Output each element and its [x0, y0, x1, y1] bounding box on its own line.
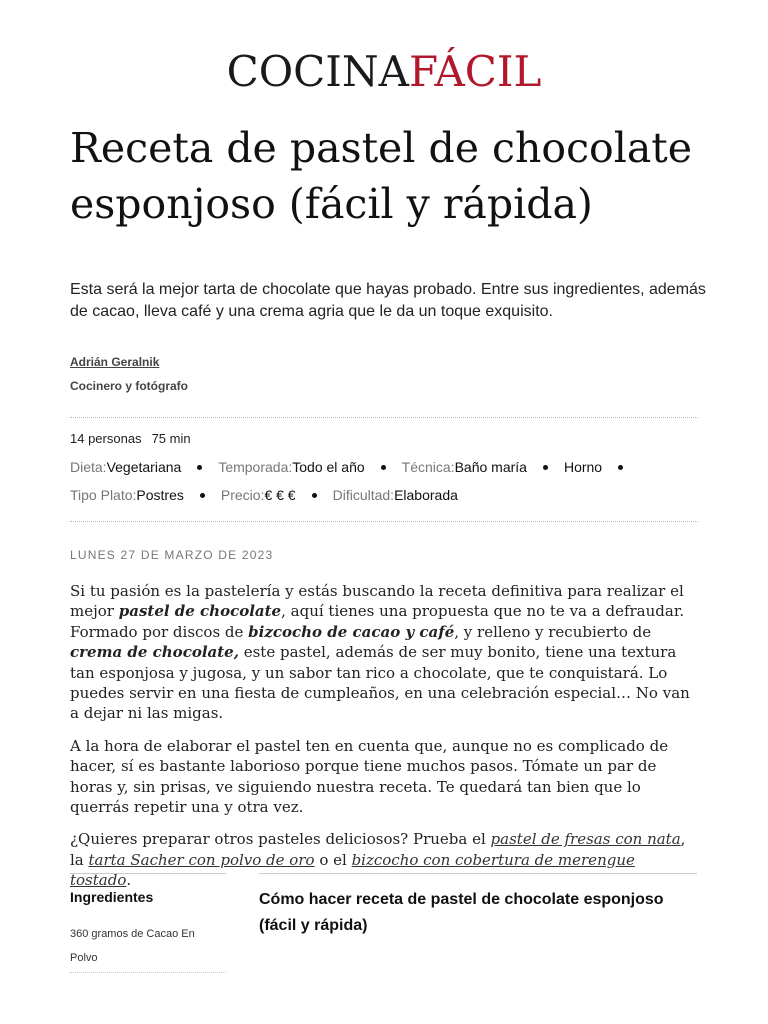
page-title: Receta de pastel de chocolate esponjoso (fácil y rápida) [70, 124, 693, 228]
tag-dieta[interactable] [70, 459, 181, 475]
recipe-meta [70, 431, 191, 446]
tag-value: Todo el año [292, 459, 365, 475]
divider [70, 417, 698, 418]
how-to-heading: Cómo hacer receta de pastel de chocolate esponjoso (fácil y rápida) [259, 891, 664, 934]
text: , la [70, 830, 686, 869]
tag-tipo-plato[interactable] [70, 487, 184, 503]
text: , y relleno y recubierto de [454, 622, 652, 641]
paragraph-1 [70, 581, 700, 724]
text: ¿Quieres preparar otros pasteles deliciosos? Prueba el [70, 830, 491, 849]
servings: 14 personas [70, 431, 142, 446]
paragraph-3 [70, 829, 700, 890]
tag-key: Técnica: [401, 459, 455, 475]
bullet [197, 465, 202, 470]
publish-date: LUNES 27 DE MARZO DE 2023 [70, 548, 274, 562]
ingredient-item: 360 gramos de Cacao En Polvo [70, 928, 195, 964]
paragraph-2: A la hora de elaborar el pastel ten en cuenta que, aunque no es complicado de hacer, sí es bastante laborioso porque tiene muchos pasos. Tómate un par de horas y, sin prisas, ve siguiendo nuestra receta. Te quedará tan bien que lo querrás repetir una y otra vez. [70, 736, 669, 817]
tag-key: Temporada: [218, 459, 293, 475]
tag-key: Precio: [220, 487, 265, 503]
bullet [381, 465, 386, 470]
text: este pastel, además de ser muy bonito, tiene una textura tan esponjosa y jugosa, y un sabor tan rico a chocolate, que te conquistará. Lo puedes servir en una fiesta de cumpleaños, en una celebración especial… No van a dejar ni las migas. [70, 643, 690, 723]
tag-key: Dificultad: [332, 487, 395, 503]
text: Si tu pasión es la pastelería y estás buscando la receta definitiva para realizar el mejor [70, 582, 684, 621]
bullet [618, 465, 623, 470]
divider [259, 873, 697, 874]
logo-part-facil: FÁCIL [408, 47, 542, 96]
tag-dificultad[interactable] [333, 487, 458, 503]
tag-tecnica[interactable] [402, 459, 527, 475]
ingredients-heading: Ingredientes [70, 889, 154, 905]
divider [70, 873, 226, 874]
tag-row-1 [70, 459, 639, 475]
tag-value: Postres [136, 487, 184, 503]
emphasis: crema de chocolate, [70, 643, 239, 662]
tag-value: Vegetariana [106, 459, 182, 475]
author-link[interactable]: Adrián Geralnik [70, 355, 160, 369]
tag-key: Tipo Plato: [70, 487, 137, 503]
tag-row-2 [70, 487, 458, 503]
link-pastel-fresas[interactable]: pastel de fresas con nata [490, 830, 681, 849]
article-body [70, 581, 700, 903]
tag-value: € € € [264, 487, 296, 503]
tag-precio[interactable] [221, 487, 296, 503]
bullet [200, 493, 205, 498]
site-logo[interactable] [0, 46, 768, 98]
emphasis: bizcocho de cacao y café [248, 622, 455, 641]
text: o el [314, 850, 352, 869]
tag-value: Horno [563, 459, 603, 475]
tag-key: Dieta: [70, 459, 107, 475]
link-bizcocho-merengue[interactable]: bizcocho con cobertura de merengue tostado [70, 850, 635, 890]
text: , aquí tienes una propuesta que no te va a defraudar. Formado por discos de [70, 602, 685, 641]
text: . [126, 871, 132, 890]
article-lead: Esta será la mejor tarta de chocolate que hayas probado. Entre sus ingredientes, además de cacao, lleva café y una crema agria que le da un toque exquisito. [70, 281, 706, 320]
divider [70, 521, 698, 522]
emphasis: pastel de chocolate [118, 602, 282, 621]
logo-part-cocina: COCINA [226, 47, 409, 96]
bullet [543, 465, 548, 470]
link-tarta-sacher[interactable]: tarta Sacher con polvo de oro [88, 850, 315, 869]
tag-value: Baño maría [454, 459, 527, 475]
tag-horno[interactable] [564, 459, 602, 475]
tag-value: Elaborada [394, 487, 458, 503]
author-role: Cocinero y fotógrafo [70, 379, 189, 393]
cook-time: 75 min [151, 431, 191, 446]
bullet [312, 493, 317, 498]
divider [70, 972, 226, 973]
tag-temporada[interactable] [218, 459, 364, 475]
